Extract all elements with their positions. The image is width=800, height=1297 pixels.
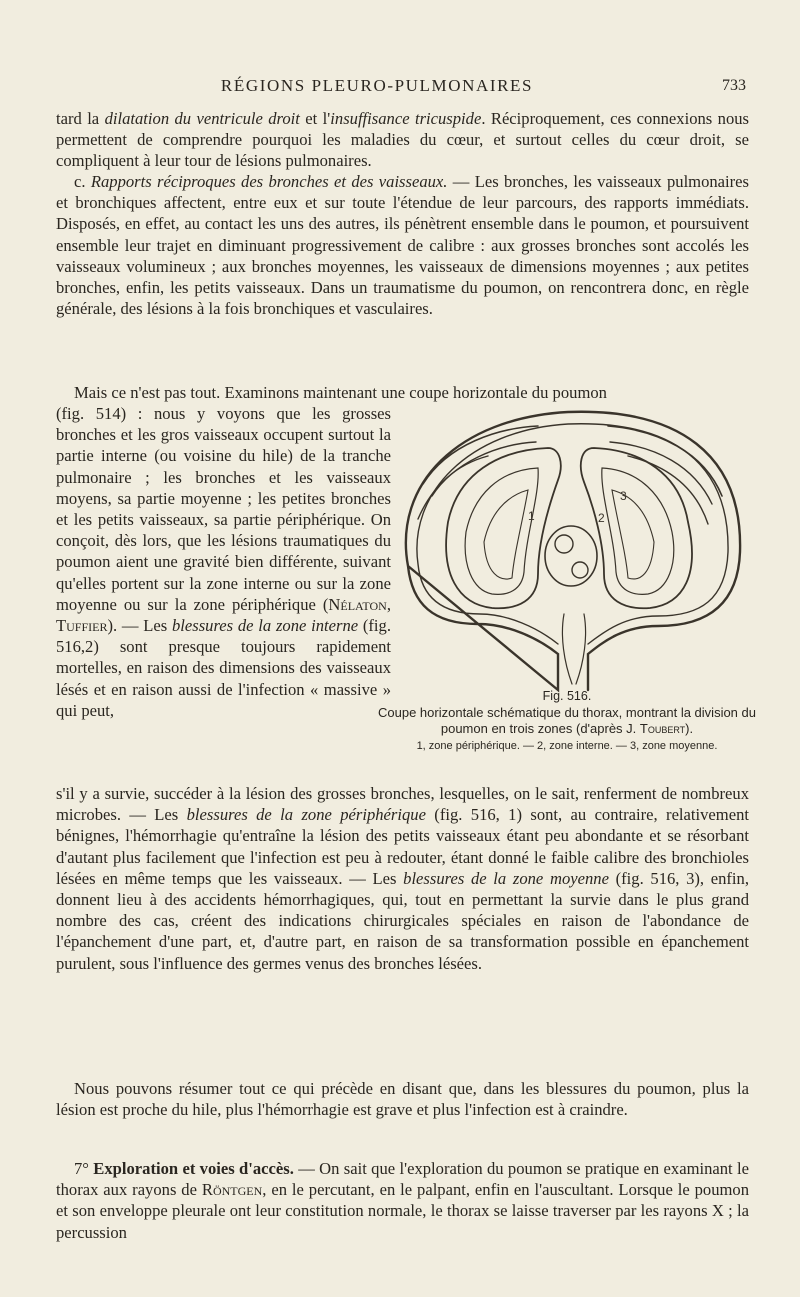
thorax-outline [406, 412, 740, 690]
figure-caption [378, 689, 756, 753]
rib-line [418, 456, 488, 519]
rib-line [423, 426, 538, 484]
text: (fig. 516,2) sont presque toujours rapidement mortelles, en raison des dimensions des vaisseaux lésés et en raison aussi de l'infection « massive » qui peut, [56, 616, 391, 720]
left-lung-zone-boundary [465, 468, 538, 594]
section-heading: Exploration et voies d'accès. [93, 1159, 294, 1178]
text: et l' [299, 109, 331, 128]
text: ). [685, 720, 694, 736]
text: (fig. 516, 1) sont, au contraire, relativement bénignes, l'hémorrhagie qu'entraîne la lésion des petits vaisseaux étant peu abondante et se résorbant d'autant plus facilement que l'infection est peu à redouter, étant donné le faible calibre des bronchioles lésées en même temps que les vaisseaux. — Les [56, 805, 749, 888]
left-lung-outline [446, 448, 561, 608]
text: . Réciproquement, ces connexions nous permettent de comprendre pourquoi les maladies du cœur, et surtout celles du cœur droit, se compliquent à leur tour de lésions pulmonaires. [56, 109, 749, 171]
text: — On sait que l'exploration du poumon se pratique en examinant le thorax aux rayons de [56, 1159, 749, 1200]
right-lung-inner-zone [612, 490, 654, 579]
author-name: Nélaton [328, 594, 387, 614]
rib-line [628, 456, 708, 524]
italic-term: blessures de la zone périphérique [186, 805, 426, 825]
figure-legend: 1, zone périphérique. — 2, zone interne. — 3, zone moyenne. [416, 740, 718, 752]
text: — Les bronches, les vaisseaux pulmonaires et bronchiques affectent, entre eux et sur toute l'étendue de leur parcours, des rapports immédiats. Disposés, en effet, au contact les uns des autres, ils pénètrent ensemble dans le poumon, et poursuivent ensemble leur trajet en diminuant progressivement de calibre : aux grosses bronches sont accolés les vaisseaux volumineux ; aux bronches moyennes, les vaisseaux de dimensions moyennes ; aux petites bronches, enfin, les petits vaisseaux. Dans un traumatisme du poumon, on rencontrera donc, en règle générale, des lésions à la fois bronchiques et vasculaires. [56, 172, 749, 319]
paragraph-3-first-line: Mais ce n'est pas tout. Examinons maintenant une coupe horizontale du poumon [74, 383, 607, 402]
rib-line [608, 426, 722, 496]
author-name: Tuffier [56, 616, 108, 636]
paragraph-5 [56, 1158, 749, 1243]
text: , en le percutant, en le palpant, enfin en l'auscultant. Lorsque le poumon et son enveloppe pleurale ont leur constitution normale, le thorax se laisse traverser par les rayons X ; la percussion [56, 1180, 749, 1242]
right-lung-zone-boundary [602, 468, 674, 594]
paragraph-4: Nous pouvons résumer tout ce qui précède en disant que, dans les blessures du poumon, plus la lésion est proche du hile, plus l'hémorrhagie est grave et plus l'infection est à craindre. [56, 1079, 749, 1120]
section-heading: Rapports réciproques des bronches et des vaisseaux. [90, 172, 448, 191]
figure-caption-text [378, 705, 756, 736]
text: , [386, 594, 391, 614]
text: Coupe horizontale schématique du thorax, montrant la division du poumon en trois zones (d'après J. [378, 705, 756, 736]
figure-number: Fig. 516. [542, 689, 592, 703]
running-title: RÉGIONS PLEURO-PULMONAIRES [220, 76, 534, 95]
author-name: Röntgen [201, 1180, 263, 1200]
italic-term: blessures de la zone interne [171, 616, 359, 636]
text: s'il y a survie, succéder à la lésion des grosses bronches, lesquelles, on le sait, renferment de nombreux microbes. — Les [56, 784, 749, 825]
italic-term: blessures de la zone moyenne [403, 868, 609, 888]
author-name: Toubert [639, 720, 686, 736]
thorax-cross-section-figure [388, 404, 758, 704]
bronchus-icon [555, 535, 573, 553]
rib-line [432, 442, 536, 496]
zone-2-label: 2 [598, 511, 605, 525]
italic-term: dilatation du ventricule droit [104, 109, 300, 128]
paragraph-1 [56, 108, 749, 172]
text: 7° [74, 1159, 94, 1178]
vessel-icon [572, 562, 588, 578]
text: (fig. 514) : nous y voyons que les grosses bronches et les gros vaisseaux occupent surtout la partie interne (ou voisine du hile) de la tranche pulmonaire ; les bronches et les vaisseaux moyens, sa partie moyenne ; les petites bronches et les petits vaisseaux, sa partie périphérique. On conçoit, dès lors, que les lésions traumatiques du poumon aient une gravité bien différente, suivant qu'elles portent sur la zone interne ou sur la zone moyenne ou sur la zone périphérique ( [56, 404, 391, 614]
spine-line [562, 614, 572, 684]
text: (fig. 516, 3), enfin, donnent lieu à des accidents hémorrhagiques, qui, tout en permettant la survie dans le plus grand nombre des cas, créent des indications chirurgicales spéciales en raison de l'abondance de l'épanchement d'une part, et, d'autre part, en raison de sa transformation possible en épanchement purulent, sous l'influence des germes venus des bronches lésées. [56, 868, 749, 973]
zone-3-label: 3 [620, 489, 627, 503]
spine-line [576, 614, 586, 684]
left-lung-inner-zone [484, 490, 528, 579]
thorax-section-drawing [388, 404, 758, 704]
paragraph-3-continued [56, 783, 749, 974]
paragraph-3-wrapped [56, 403, 391, 721]
right-lung-outline [581, 448, 692, 608]
page-number: 733 [722, 77, 746, 94]
text: c. [74, 172, 91, 191]
running-head [0, 76, 800, 100]
text: tard la [56, 109, 105, 128]
text: ). — Les [107, 616, 172, 636]
zone-1-label: 1 [528, 509, 535, 523]
heart-outline [545, 526, 597, 586]
italic-term: insuffisance tricuspide [330, 109, 482, 128]
paragraph-2 [56, 171, 749, 319]
